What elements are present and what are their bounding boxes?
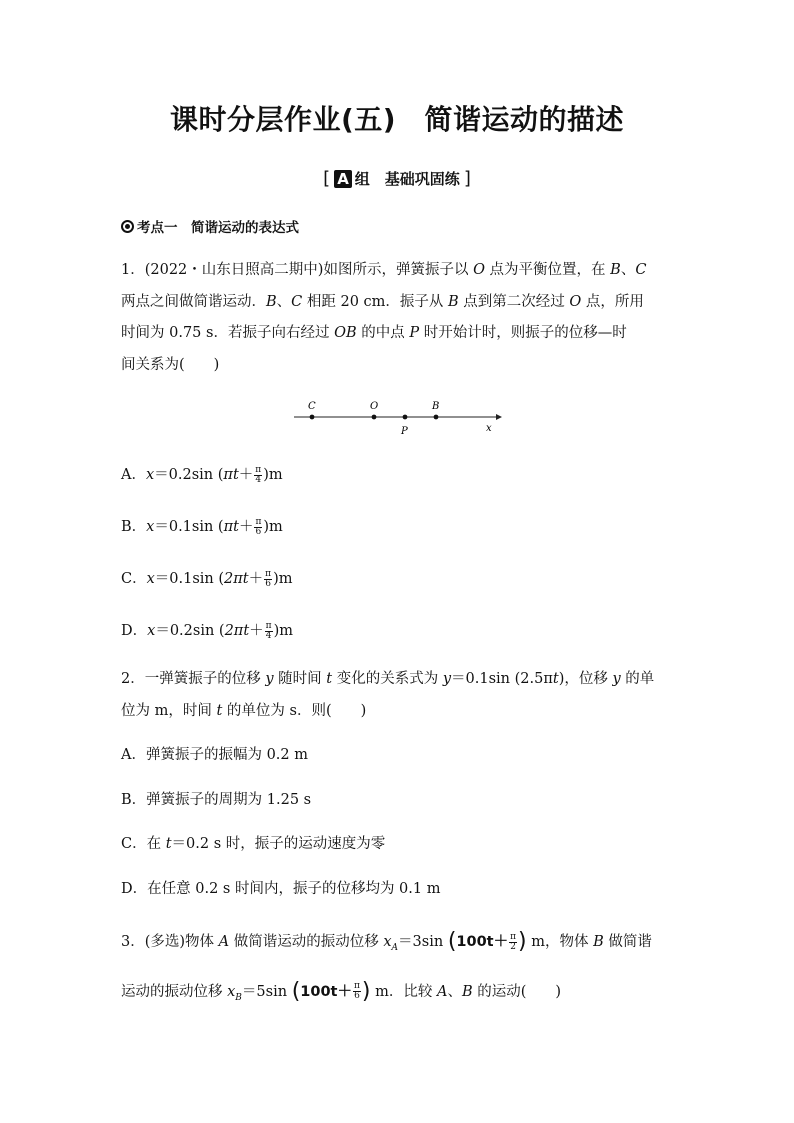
question-2 — [121, 664, 677, 727]
q1-option-b[interactable]: B．x＝0.1sin (πt＋ $\frac{\pi}{6}$ )m — [121, 516, 283, 537]
group-label: 组 基础巩固练 — [354, 170, 460, 188]
group-heading — [0, 168, 794, 189]
q1-line-3: 时间为 0.75 s．若振子向右经过 OB 的中点 P 时开始计时，则振子的位移—时 — [121, 325, 627, 341]
q1-line-4: 间关系为( ) — [121, 356, 220, 373]
axis-x-label: x — [486, 423, 492, 434]
page-title: 课时分层作业(五) 简谐运动的描述 — [169, 103, 625, 136]
point-c-label: C — [308, 401, 316, 412]
question-3 — [121, 920, 677, 1020]
point-b-label: B — [432, 401, 440, 412]
section-heading — [121, 216, 299, 236]
q1-option-c[interactable]: C．x＝0.1sin (2πt＋ $\frac{\pi}{6}$ )m — [121, 568, 293, 589]
q1-option-d[interactable]: D．x＝0.2sin (2πt＋ $\frac{\pi}{4}$ )m — [121, 620, 294, 641]
point-o-label: O — [370, 401, 379, 412]
q2-option-b[interactable]: B．弹簧振子的周期为 1.25 s — [121, 792, 312, 808]
question-1 — [121, 255, 677, 381]
q1-line-1: 1．(2022・山东日照高二期中)如图所示，弹簧振子以 O 点为平衡位置，在 B、C — [121, 262, 647, 278]
oscillator-axis-diagram — [290, 396, 510, 442]
bracket-close: ] — [463, 168, 471, 189]
q2-option-c[interactable]: C．在 t＝0.2 s 时，振子的运动速度为零 — [121, 836, 386, 852]
q2-option-a[interactable]: A．弹簧振子的振幅为 0.2 m — [121, 747, 308, 763]
section-label: 考点一 简谐运动的表达式 — [137, 220, 299, 236]
q2-line-1: 2．一弹簧振子的位移 y 随时间 t 变化的关系式为 y＝0.1sin (2.5πt)，位移 y 的单 — [121, 671, 655, 687]
q1-option-a[interactable]: A．x＝0.2sin (πt＋ $\frac{\pi}{4}$ )m — [121, 464, 283, 485]
q3-line-1: 3．(多选)物体 A 做简谐运动的振动位移 $x_A=3\sin$ (100t＋ $\frac{\pi}{2}$ ) m，物体 B 做简谐 — [121, 929, 652, 954]
q2-option-d[interactable]: D．在任意 0.2 s 时间内，振子的位移均为 0.1 m — [121, 881, 441, 897]
target-bullet-icon — [121, 220, 134, 233]
point-p-label: P — [401, 426, 408, 437]
q1-line-2: 两点之间做简谐运动．B、C 相距 20 cm．振子从 B 点到第二次经过 O 点，所用 — [121, 293, 644, 310]
bracket-open: [ — [323, 168, 331, 189]
group-letter-badge: A — [334, 170, 352, 188]
q2-line-2: 位为 m，时间 t 的单位为 s．则( ) — [121, 702, 367, 719]
q3-line-2: 运动的振动位移 $x_B=5\sin$ (100t＋ $\frac{\pi}{6}$ ) m．比较 A、B 的运动( ) — [121, 978, 562, 1004]
